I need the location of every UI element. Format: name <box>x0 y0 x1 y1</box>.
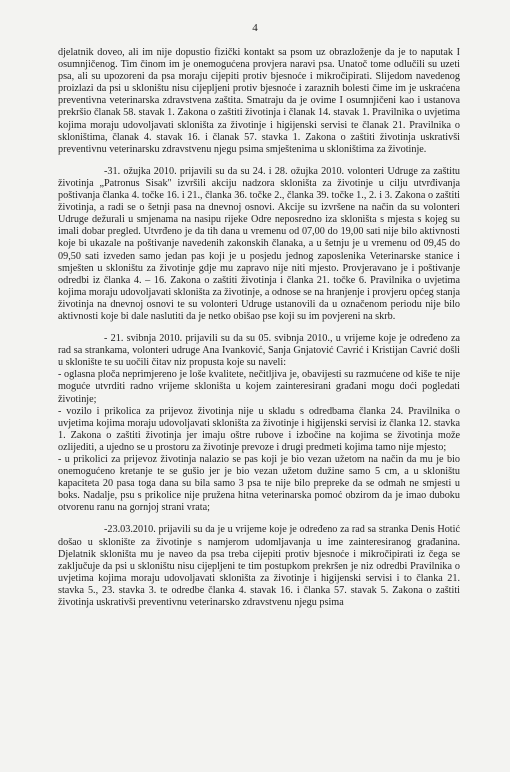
list-item-1: - oglasna ploča neprimjereno je loše kvalitete, nečitljiva je, obavijesti su razmućene od kiše te nije moguće utvrditi radno vrijeme skloništa u kojem zainteresirani građani mogu doći pogledati životinje; <box>58 369 460 405</box>
list-item-2: - vozilo i prikolica za prijevoz životinja nije u skladu s odredbama članka 24. Pravilnika o uvjetima kojima moraju udovoljavati skloništa za životinje i higijenski servisi iz članka 12. stavka 1. Zakona o zaštiti životinja jer imaju oštre rubove i izbočine na kojima se životinja može ozlijediti, a ujedno se u prostoru za životinje prevoze i drugi predmeti kojima tamo nije mjesto; <box>58 405 460 453</box>
document-body <box>58 47 460 609</box>
list-item-3: - u prikolici za prijevoz životinja nalazio se pas koji je bio vezan užetom na način da mu je bio onemogućeno kretanje te se gušio jer je bio vezan užetom dužine samo 5 cm, a u skloništu kapaciteta 20 pasa toga dana su bila samo 3 psa te nije bilo prepreke da se odmah ne smjesti u boks. Nadalje, psu s prikolice nije pružena hitna veterinarska pomoć obzirom da je imao duboku otvorenu ranu na gornjoj strani vrata; <box>58 454 460 514</box>
paragraph-3: - 21. svibnja 2010. prijavili su da su 05. svibnja 2010., u vrijeme koje je određeno za rad sa strankama, volonteri udruge Ana Ivanković, Sanja Gnjatović Cavrić i Kristijan Cavrić došli u sklonište te su uočili čitav niz propusta koje su naveli: <box>58 333 460 369</box>
paragraph-4: -23.03.2010. prijavili su da je u vrijeme koje je određeno za rad sa stranka Denis Hotić došao u sklonište za životinje s namjerom udomljavanja u ime zainteresiranog građanina. Djelatnik skloništa mu je naveo da psa treba cijepiti protiv bjesnoće i mikročipirati iz čega se zaključuje da psi u skloništu nisu cijepljeni te tim postupkom prekršen je niz odredbi Pravilnika o uvjetima kojima moraju udovoljavati skloništa za životinje i higijenski servisi i to članka 21. stavka 5., 23. stavka 3. te odredbe članka 4. stavak 16. i članka 57. stavak 5. Zakona o zaštiti životinja uskrativši preventivnu veterinarsko zdravstvenu njegu psima <box>58 524 460 609</box>
paragraph-2: -31. ožujka 2010. prijavili su da su 24. i 28. ožujka 2010. volonteri Udruge za zaštitu životinja „Patronus Sisak" izvršili akciju nadzora skloništa za životinje u cilju utvrđivanja poštivanja članka 4. točke 16. i 21., članka 36. točke 2., članka 39. točke 1., 2. i 3. Zakona o zaštiti životinja, a radi se o šetnji pasa na dnevnoj osnovi. Akcije su izvršene na način da su volonteri Udruge dežurali u smjenama na nasipu rijeke Odre neposredno iza skloništa s mjesta s kojeg su imali dobar pregled. Utvrđeno je da tih dana u vremenu od 07,00 do 19,00 sati nije bilo aktivnosti koje bi ukazale na poštivanje navedenih zakonskih članaka, a u šetnju je u vremenu od 09,45 do 09,50 sati izveden samo jedan pas koji je u posjedu jednog zaposlenika Veterinarske stanice i smješten u skloništu za životinje gdje mu zapravo nije niti mjesto. Provjeravano je i poštivanje odredbi iz članka 4. – 16. Zakona o zaštiti životinja i članka 21. točke 6. Pravilnika o uvjetima kojima moraju udovoljavati skloništa za životinje, a odnose se na hranjenje i provjeru općeg stanja životinja na dnevnoj osnovi te su volonteri Udruge ustanovili da u označenom periodu nije bilo aktivnosti koje bi dale naslutiti da je netko obišao pse koji su im povjereni na skrb. <box>58 165 461 322</box>
page-number: 4 <box>252 22 258 34</box>
paragraph-1: djelatnik doveo, ali im nije dopustio fizički kontakt sa psom uz obrazloženje da je to naputak I osumnjičenog. Tim činom im je onemogućena provjera naravi psa. Unatoč tome odlučili su uzeti psa, ali su upozoreni da psa moraju cijepiti protiv bjesnoće i mikročipirati. Slijedom navedenog proizlazi da psi u skloništu nisu cijepljeni protiv bjesnoće i zaraznih bolesti čime im je uskraćena preventivna veterinarska zdravstvena zaštita. Smatraju da je ovime I osumnjičeni kao i ustanova prekršio članak 58. stavak 1. Zakona o zaštiti životinja i članak 14. stavak 1. Pravilnika o uvjetima kojima moraju udovoljavati skloništa za životinje i higijenski servisi te članak 21. Pravilnika o skloništima, članak 4. stavak 16. i članak 57. stavka 1. Zakona o zaštiti životinja uskrativši preventivnu veterinarsku zdravstvenu njegu psima smještenima u skloništima za životinje. <box>58 47 460 155</box>
